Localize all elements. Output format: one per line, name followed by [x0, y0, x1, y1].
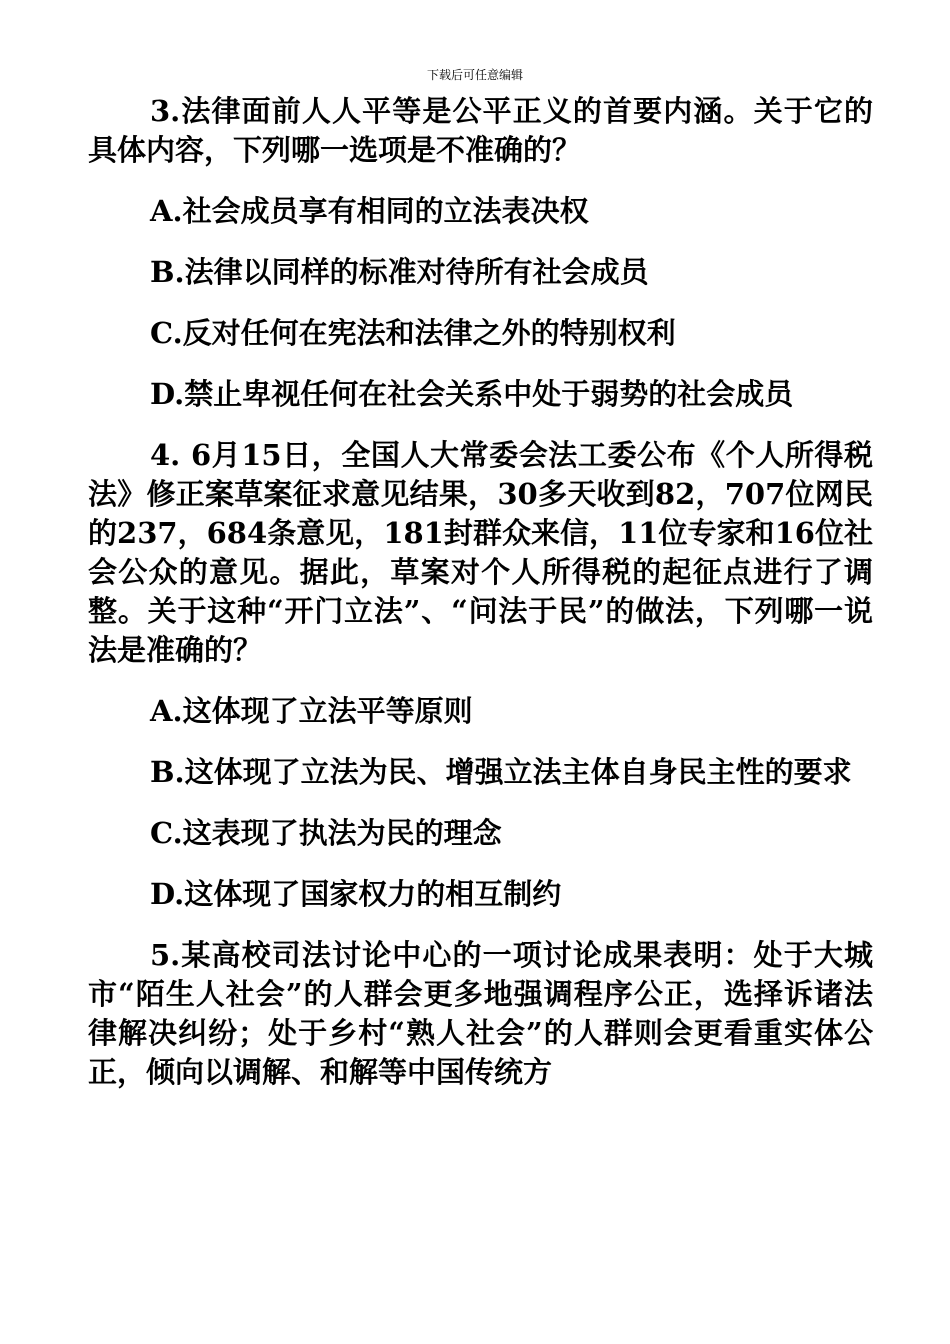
question-4-option-c: C.这表现了执法为民的理念 [150, 816, 502, 850]
question-3-option-c: C.反对任何在宪法和法律之外的特别权利 [150, 316, 676, 350]
question-3-option-b: B.法律以同样的标准对待所有社会成员 [150, 255, 649, 289]
question-4-option-d: D.这体现了国家权力的相互制约 [150, 877, 562, 911]
question-4-option-b: B.这体现了立法为民、增强立法主体自身民主性的要求 [150, 755, 852, 789]
question-4-option-a: A.这体现了立法平等原则 [150, 694, 473, 728]
question-5-stem: 5.某高校司法讨论中心的一项讨论成果表明：处于大城市“陌生人社会”的人群会更多地强调程序公正，选择诉诸法律解决纠纷；处于乡村“熟人社会”的人群则会更看重实体公正，倾向以调解、和解等中国传统方 [88, 938, 873, 1089]
question-3-option-a: A.社会成员享有相同的立法表决权 [150, 194, 589, 228]
page-header: 下载后可任意编辑 [426, 68, 523, 82]
document-body [88, 92, 873, 1114]
question-3-stem: 3.法律面前人人平等是公平正义的首要内涵。关于它的具体内容，下列哪一选项是不准确的？ [88, 94, 873, 167]
question-4-stem: 4. 6月15日，全国人大常委会法工委公布《个人所得税法》修正案草案征求意见结果，30多天收到82，707位网民的237，684条意见，181封群众来信，11位专家和16位社会公众的意见。据此，草案对个人所得税的起征点进行了调整。关于这种“开门立法”、“问法于民”的做法，下列哪一说法是准确的？ [88, 438, 873, 667]
question-3-option-d: D.禁止卑视任何在社会关系中处于弱势的社会成员 [150, 377, 794, 411]
